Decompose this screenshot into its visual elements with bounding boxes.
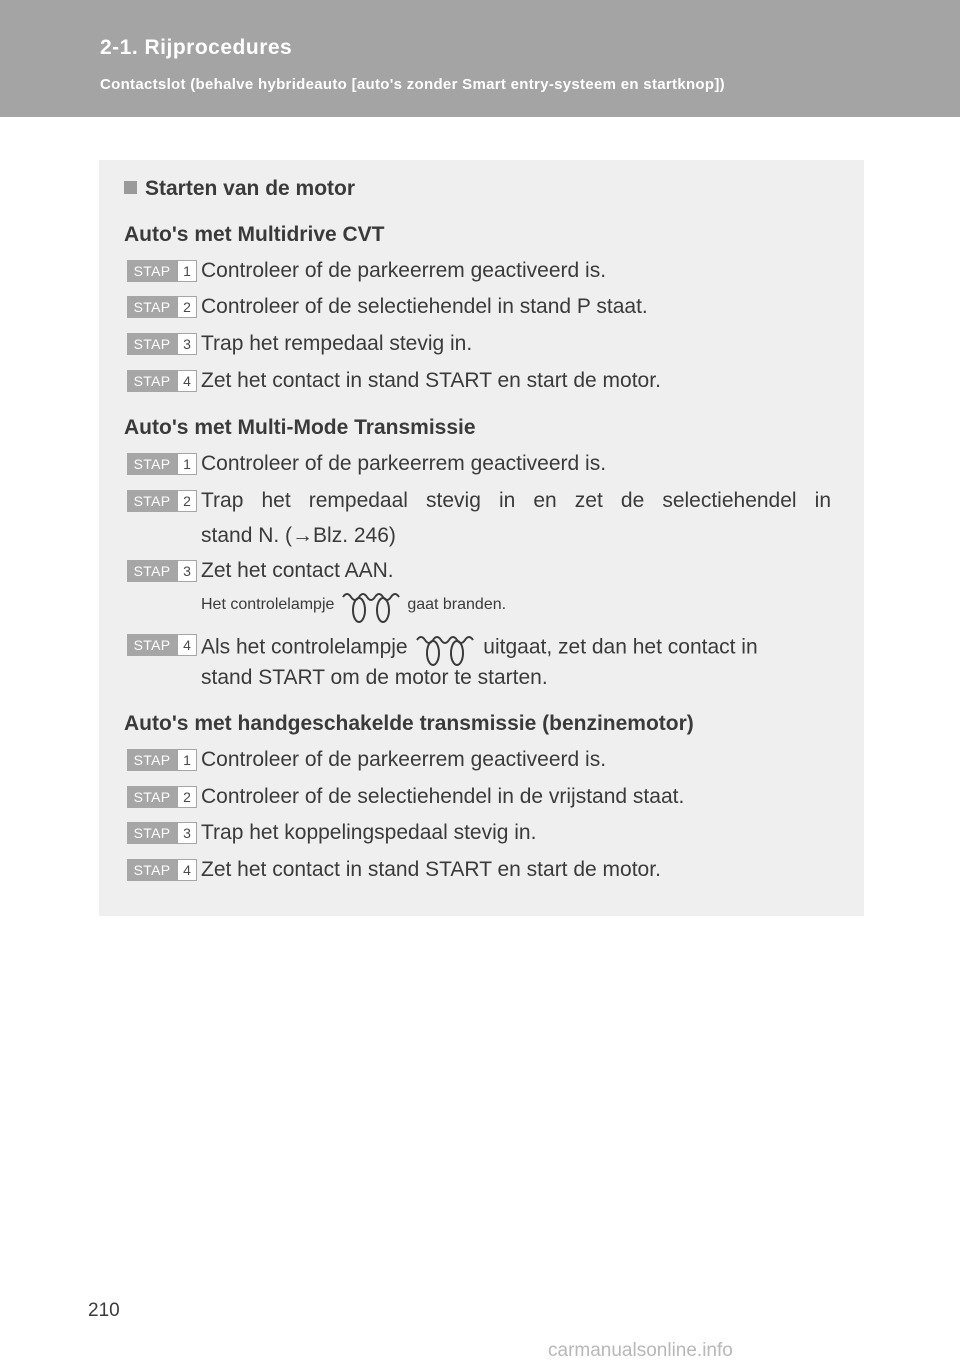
step-number: 3 (177, 560, 197, 582)
section-heading-multimode: Auto's met Multi-Mode Transmissie (124, 416, 476, 439)
square-bullet-icon (124, 181, 137, 194)
step-number: 4 (177, 634, 197, 656)
step-text: Controleer of de parkeerrem geactiveerd is. (201, 259, 607, 282)
step-note (201, 584, 506, 626)
step-text: Controleer of de selectiehendel in stand P staat. (201, 295, 648, 318)
step-text-part: uitgaat, zet dan het contact in (483, 635, 758, 659)
step-text-continued: stand N. (→Blz. 246) (201, 524, 396, 547)
note-text: Het controlelampje (201, 596, 335, 614)
glow-plug-indicator-icon (413, 627, 477, 669)
info-panel (99, 160, 864, 916)
section-heading-multidrive: Auto's met Multidrive CVT (124, 223, 385, 246)
step-label: STAP (127, 260, 177, 282)
step-text: Trap het koppelingspedaal stevig in. (201, 821, 537, 844)
step-text: Controleer of de selectiehendel in de vrijstand staat. (201, 785, 685, 808)
step-badge (127, 333, 197, 355)
panel-title-text: Starten van de motor (145, 177, 356, 200)
step-text: Controleer of de parkeerrem geactiveerd is. (201, 748, 607, 771)
step-text: Zet het contact in stand START en start de motor. (201, 858, 661, 881)
note-text: gaat branden. (407, 596, 507, 614)
step-text-continued: stand START om de motor te starten. (201, 666, 548, 689)
step-label: STAP (127, 634, 177, 656)
step-badge (127, 490, 197, 512)
step-number: 4 (177, 370, 197, 392)
step-badge (127, 634, 197, 656)
step-number: 2 (177, 786, 197, 808)
step-number: 3 (177, 333, 197, 355)
step-label: STAP (127, 333, 177, 355)
section-subtitle: Contactslot (behalve hybrideauto [auto's zonder Smart entry-systeem en startknop]) (100, 76, 725, 93)
step-badge (127, 260, 197, 282)
glow-plug-indicator-icon (339, 584, 403, 626)
step-text: Zet het contact AAN. (201, 559, 394, 582)
step-badge (127, 786, 197, 808)
step-text: Zet het contact in stand START en start de motor. (201, 369, 661, 392)
step-text (201, 627, 758, 669)
step-badge (127, 560, 197, 582)
step-badge (127, 453, 197, 475)
step-label: STAP (127, 822, 177, 844)
step-badge (127, 749, 197, 771)
step-number: 2 (177, 296, 197, 318)
panel-title (124, 177, 355, 201)
step-number: 2 (177, 490, 197, 512)
step-text: Trap het rempedaal stevig in en zet de selectiehendel in (201, 489, 831, 512)
page-number: 210 (88, 1300, 120, 1321)
step-number: 1 (177, 749, 197, 771)
step-badge (127, 296, 197, 318)
step-label: STAP (127, 560, 177, 582)
step-text: Trap het rempedaal stevig in. (201, 332, 473, 355)
step-number: 4 (177, 859, 197, 881)
step-badge (127, 859, 197, 881)
step-label: STAP (127, 370, 177, 392)
section-heading-manual: Auto's met handgeschakelde transmissie (benzinemotor) (124, 712, 694, 735)
step-label: STAP (127, 296, 177, 318)
watermark: carmanualsonline.info (548, 1340, 733, 1361)
step-label: STAP (127, 490, 177, 512)
section-title: 2-1. Rijprocedures (100, 36, 293, 59)
step-text: Controleer of de parkeerrem geactiveerd is. (201, 452, 607, 475)
step-label: STAP (127, 453, 177, 475)
step-label: STAP (127, 859, 177, 881)
step-text-part: Als het controlelampje (201, 635, 408, 659)
step-label: STAP (127, 786, 177, 808)
step-badge (127, 370, 197, 392)
step-number: 1 (177, 453, 197, 475)
step-badge (127, 822, 197, 844)
page-header (0, 0, 960, 117)
step-number: 1 (177, 260, 197, 282)
step-number: 3 (177, 822, 197, 844)
step-label: STAP (127, 749, 177, 771)
